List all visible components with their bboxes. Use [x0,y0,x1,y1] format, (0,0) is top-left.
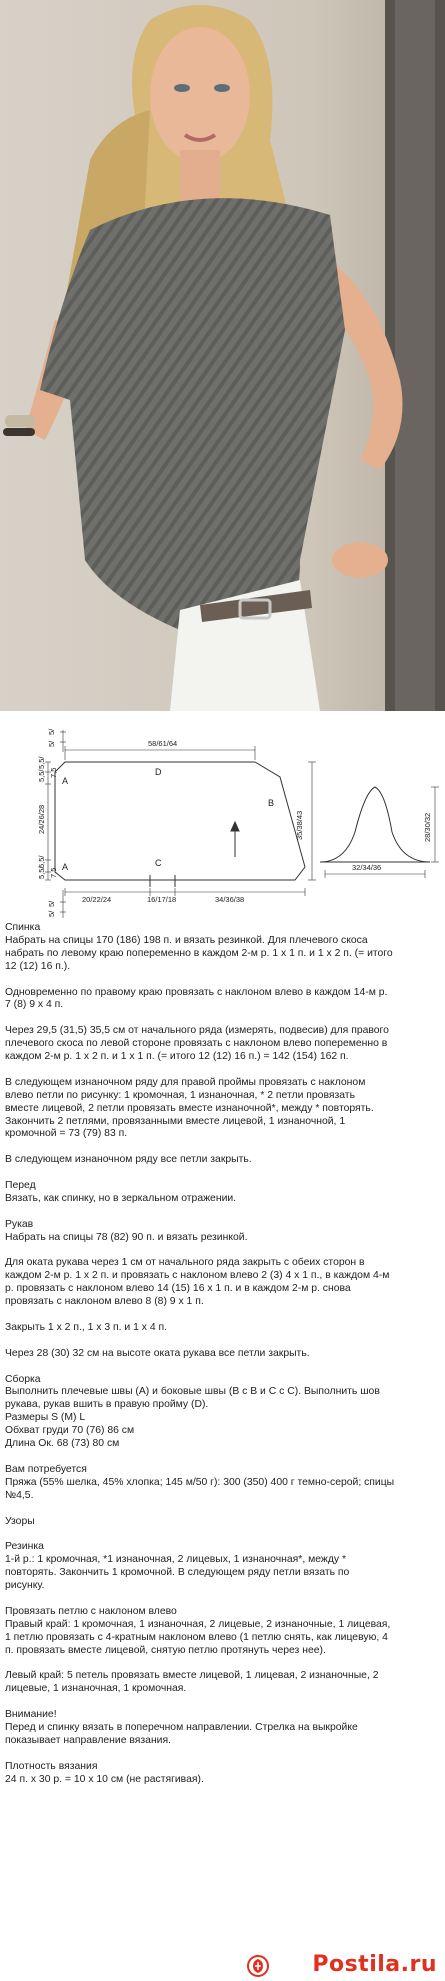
paragraph [5,1257,437,1309]
dim-bottom-3: 34/36/38 [215,895,245,904]
dim-left-bot2: 5/ [47,910,56,917]
dim-55-c: 5,5/ [37,855,46,868]
knitting-pattern-schema [0,712,445,920]
text-line: набрать по левому краю попеременно в каждом 2-м р. 1 х 1 п. и 1 х 2 п. (= итого [5,947,393,959]
dim-left-top: 5/ [47,728,56,735]
paragraph [5,1670,437,1696]
dim-bottom-1: 20/22/24 [82,895,112,904]
section-title-materials: Вам потребуется [5,1463,87,1475]
text-line: В следующем изнаночном ряду все петли закрыть. [5,1154,252,1166]
text-line: Размеры S (M) L [5,1412,86,1424]
sleeve-outline [320,787,430,862]
dim-bottom-2: 16/17/18 [147,895,177,904]
dim-width-top: 58/61/64 [148,739,178,748]
text-line: р. провязать с наклоном влево 14 (15) 16 х 1 п. и в каждом 2-м р. снова [5,1283,351,1295]
section-title-attention: Внимание! [5,1709,57,1721]
section-title-patterns: Узоры [5,1515,35,1527]
paragraph [5,1322,437,1335]
postila-logo-icon [247,1955,269,1977]
dim-55-a: 5,5/ [37,756,46,769]
text-line: каждом 2-м р. 1 х 2 п. и провязать с наклоном влево 2 (3) 4 х 1 п., в каждом 4-м [5,1270,390,1282]
text-line: Через 29,5 (31,5) 35,5 см от начального ряда (измерять, подвесив) для правого [5,1025,389,1037]
section-title-rib: Резинка [5,1541,44,1553]
text-line: Закончить 2 петлями, провязанными вместе лицевой, 1 изнаночной, 1 [5,1115,346,1127]
text-line: рукава, рукав вшить в правую пройму (D). [5,1399,209,1411]
text-line: каждом 2-м р. 1 х 2 п. и 1 х 1 п. (= итого 12 (12) 16 п.) = 142 (154) 162 п. [5,1051,349,1063]
text-line: плечевого скоса по левой стороне провязать с наклоном влево попеременно в [5,1038,388,1050]
text-line: 24 п. х 30 р. = 10 х 10 см (не растягивая). [5,1773,204,1785]
section-back [5,922,437,974]
body-piece-outline [55,762,305,887]
text-line: В следующем изнаночном ряду для правой проймы провязать с наклоном [5,1076,366,1088]
paragraph [5,1025,437,1064]
section-title-front: Перед [5,1180,36,1192]
section-materials [5,1464,437,1503]
section-attention [5,1709,437,1748]
dim-height: 24/26/28 [37,804,46,834]
dim-left-top2: 5/ [47,740,56,747]
text-line: Перед и спинку вязать в поперечном направлении. Стрелка на выкройке [5,1721,358,1733]
text-line: Для оката рукава через 1 см от начального ряда закрыть с обеих сторон в [5,1257,365,1269]
sleeve-width: 32/34/36 [352,863,382,872]
sleeve-height: 28/30/32 [423,812,432,842]
text-line: Правый край: 1 кромочная, 1 изнаночная, 2 лицевые, 2 изнаночные, 1 лицевая, [5,1618,391,1630]
text-line: Пряжа (55% шелка, 45% хлопка; 145 м/50 г): 300 (350) 400 г темно-серой; спицы [5,1476,395,1488]
paragraph [5,1077,437,1142]
paragraph [5,987,437,1013]
watermark-text: Postila.ru [312,1952,437,1977]
text-line: провязать с наклоном влево 8 (8) 9 х 1 п. [5,1296,204,1308]
text-line: показывает направление вязания. [5,1734,171,1746]
section-title-gauge: Плотность вязания [5,1760,98,1772]
text-line: Левый край: 5 петель провязать вместе лицевой, 1 лицевая, 2 изнаночные, 2 [5,1670,379,1682]
dim-55-d: 5,5/ [37,866,46,879]
paragraph [5,1154,437,1167]
text-line: Длина Ок. 68 (73) 80 см [5,1438,120,1450]
text-line: 7 (8) 9 х 4 п. [5,999,64,1011]
label-c: C [155,858,162,868]
text-line: Через 28 (30) 32 см на высоте оката рукава все петли закрыть. [5,1347,310,1359]
text-line: Набрать на спицы 78 (82) 90 п. и вязать резинкой. [5,1231,248,1243]
text-line: Вязать, как спинку, но в зеркальном отражении. [5,1192,237,1204]
section-patterns [5,1516,437,1529]
section-title-sleeve: Рукав [5,1218,34,1230]
text-line: Одновременно по правому краю провязать с наклоном влево в каждом 14-м р. [5,986,388,998]
section-sleeve [5,1219,437,1245]
text-line: Обхват груди 70 (76) 86 см [5,1425,135,1437]
knitting-direction-arrow-icon [231,822,239,857]
text-line: Выполнить плечевые швы (A) и боковые швы (B с B и C с C). Выполнить шов [5,1386,380,1398]
section-front [5,1180,437,1206]
section-title-decrease: Провязать петлю с наклоном влево [5,1605,177,1617]
section-title-assembly: Сборка [5,1373,41,1385]
section-assembly [5,1374,437,1451]
model-photo [0,0,445,711]
dim-55-b: 5,5/ [37,769,46,782]
text-line: №4,5. [5,1489,34,1501]
text-line: п. провязать вместе лицевой, снятую петлю протянуть через нее). [5,1644,326,1656]
label-d: D [155,767,162,777]
label-b: B [268,798,275,808]
dim-75-bot: 7,5 [49,867,58,878]
woman-in-knitted-asymmetric-top-photo [0,0,445,711]
text-line: Закрыть 1 х 2 п., 1 х 3 п. и 1 х 4 п. [5,1321,168,1333]
text-line: рисунку. [5,1580,45,1592]
paragraph [5,1348,437,1361]
text-line: 1 петлю провязать с 4-кратным наклоном влево (1 петлю снять, как лицевую, 4 [5,1631,388,1643]
text-line: 12 (12) 16 п.). [5,960,71,972]
label-a-bottom: A [62,862,69,872]
instructions-text [5,922,437,1786]
section-title-back: Спинка [5,922,41,933]
section-gauge [5,1761,437,1787]
text-line: кромочной = 73 (79) 83 п. [5,1128,128,1140]
text-line: повторять. Закончить 1 кромочной. В следующем ряду петли вязать по [5,1567,350,1579]
text-line: вместе лицевой, 2 петли провязать вместе изнаночной*, между * повторять. [5,1102,374,1114]
section-rib [5,1541,437,1593]
text-line: лицевые, 1 изнаночная, 1 кромочная. [5,1683,187,1695]
text-line: влево петли по рисунку: 1 кромочная, 1 изнаночная, * 2 петли провязать [5,1089,355,1101]
dim-left-bot: 5/ [47,900,56,907]
section-decrease-left [5,1606,437,1658]
watermark [220,1949,445,1981]
text-line: 1-й р.: 1 кромочная, *1 изнаночная, 2 лицевых, 1 изнаночная*, между * [5,1554,347,1566]
label-a-top: A [62,776,69,786]
dim-right: 35/38/43 [295,810,304,840]
dim-75-top: 7,5 [49,767,58,778]
text-line: Набрать на спицы 170 (186) 198 п. и вязать резинкой. Для плечевого скоса [5,934,368,946]
